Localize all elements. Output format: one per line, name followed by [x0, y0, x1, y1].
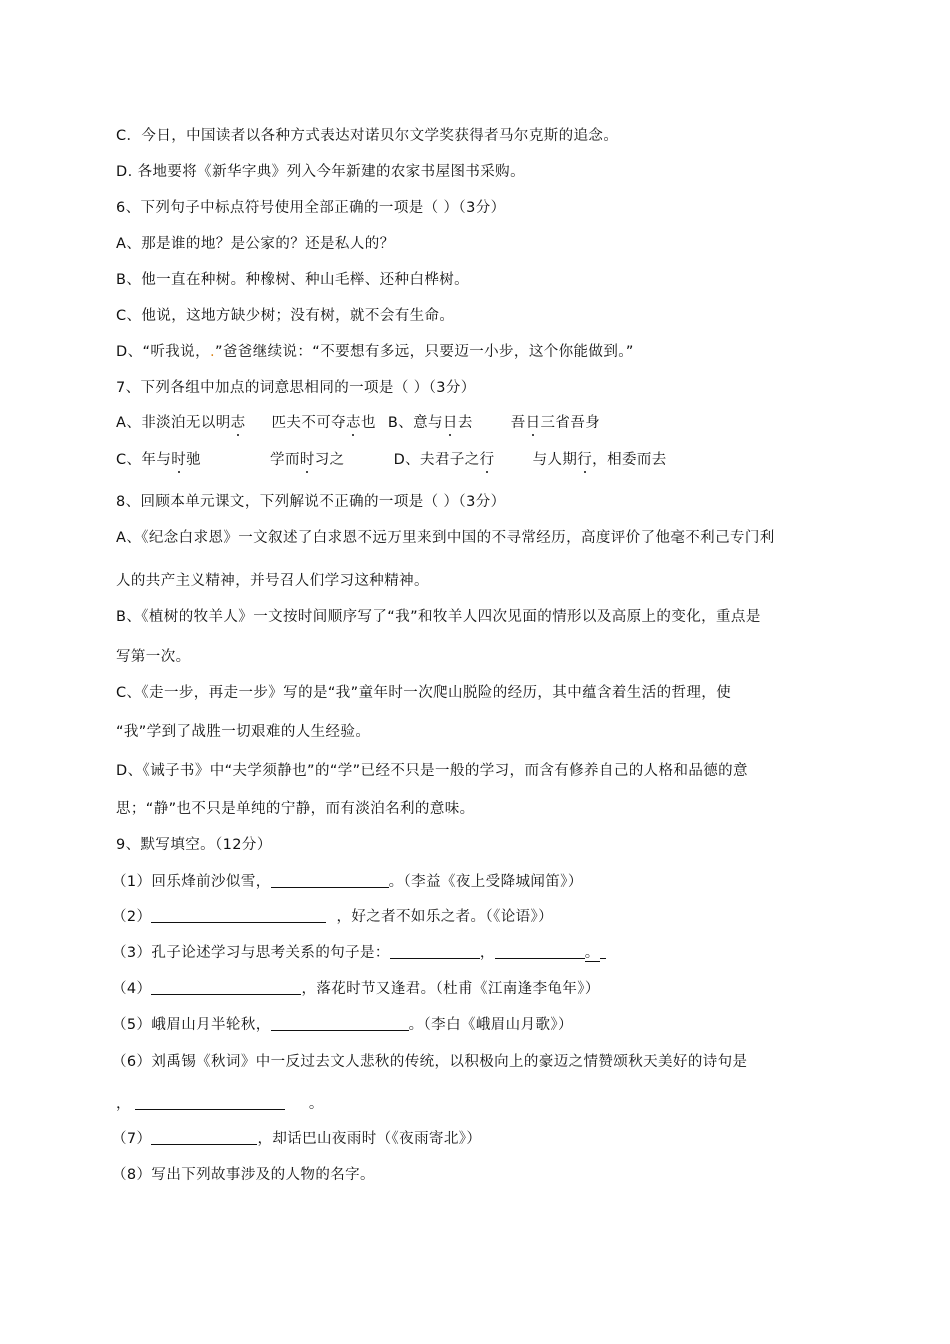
q8-option-b-line1: B、《植树的牧羊人》一文按时间顺序写了“我”和牧羊人四次见面的情形以及高原上的变化，重点是 — [116, 609, 761, 625]
q9-item-7 — [112, 1129, 481, 1149]
q7-a2-text: 匹夫不可夺 — [271, 415, 347, 431]
q7-b1-dotted: 日 — [442, 415, 458, 431]
q9-6-end: 。 — [308, 1096, 324, 1112]
q7-c2-text-end: 习之 — [314, 452, 345, 468]
q9-1-blank[interactable] — [271, 872, 389, 888]
q9-4-blank[interactable] — [151, 979, 301, 995]
q9-2-blank[interactable] — [151, 907, 326, 923]
q6-option-c: C、他说，这地方缺少树；没有树，就不会有生命。 — [116, 308, 455, 324]
q9-5-text: （5）峨眉山月半轮秋， — [112, 1017, 271, 1033]
q8-option-d-line2: 思；“静”也不只是单纯的宁静，而有淡泊名利的意味。 — [116, 801, 475, 817]
q9-1-source: 。（李益《夜上受降城闻笛》） — [388, 874, 583, 890]
q7-d2-text: 与人期 — [532, 452, 578, 468]
q9-2-source: ，好之者不如乐之者。（《论语》） — [336, 909, 554, 925]
q8-stem: 8、回顾本单元课文，下列解说不正确的一项是（ ）（3分） — [116, 494, 506, 510]
q8-option-b-line2: 写第一次。 — [116, 649, 191, 665]
q7-c2-dotted: 时 — [299, 452, 315, 468]
q7-stem: 7、下列各组中加点的词意思相同的一项是（ ）（3分） — [116, 380, 476, 396]
q9-3-comma: ， — [479, 945, 495, 961]
q5-option-d: D. 各地要将《新华字典》列入今年新建的农家书屋图书采购。 — [116, 164, 525, 180]
q7-d2 — [533, 452, 667, 468]
q9-item-1 — [112, 872, 583, 892]
q7-a1-text: A、非淡泊无以明 — [116, 415, 231, 431]
q7-d1-dotted: 行 — [479, 452, 495, 468]
q8-option-d-line1: D、《诫子书》中“夫学须静也”的“学”已经不只是一般的学习，而含有修养自己的人格和品德的意 — [116, 763, 748, 779]
q7-c1 — [116, 452, 201, 468]
q8-option-c-line2: “我”学到了战胜一切艰难的人生经验。 — [116, 724, 371, 740]
q9-item-3 — [112, 943, 606, 963]
q7-row-cd — [116, 450, 667, 470]
q9-7-text: （7） — [112, 1131, 152, 1147]
q7-b2 — [511, 415, 600, 431]
q9-2-text: （2） — [112, 909, 152, 925]
q7-c2 — [270, 452, 345, 468]
q9-item-8: （8）写出下列故事涉及的人物的名字。 — [112, 1167, 375, 1183]
q9-item-6-line2 — [116, 1094, 324, 1114]
q9-4-text: （4） — [112, 981, 152, 997]
q7-b1-text-end: 去 — [457, 415, 473, 431]
q9-item-2 — [112, 907, 553, 927]
q6-option-b: B、他一直在种树。种橡树、种山毛榉、还种白桦树。 — [116, 272, 470, 288]
q7-a1-dotted: 志 — [230, 415, 246, 431]
q9-3-blank-2[interactable] — [495, 943, 585, 959]
q8-option-c-line1: C、《走一步，再走一步》写的是“我”童年时一次爬山脱险的经历，其中蕴含着生活的哲理，使 — [116, 685, 732, 701]
q9-4-source: ，落花时节又逢君。（杜甫《江南逢李龟年》） — [301, 981, 600, 997]
q8-option-a-line1: A、《纪念白求恩》一文叙述了白求恩不远万里来到中国的不寻常经历，高度评价了他毫不利己专门利 — [116, 530, 775, 546]
q7-c1-text-end: 驰 — [186, 452, 202, 468]
q9-3-text: （3）孔子论述学习与思考关系的句子是： — [112, 945, 390, 961]
q7-a2 — [272, 415, 376, 431]
q6-d-mark: . — [209, 344, 215, 360]
q9-3-blank-1[interactable] — [390, 943, 480, 959]
q9-stem: 9、默写填空。（12分） — [116, 837, 272, 853]
q6-option-a: A、那是谁的地？是公家的？还是私人的？ — [116, 236, 395, 252]
q9-6-blank[interactable] — [135, 1094, 285, 1110]
q7-d2-text-end: ，相委而去 — [592, 452, 667, 468]
q6-d-pre: D、“听我说， — [116, 344, 210, 360]
q7-a2-text-end: 也 — [360, 415, 376, 431]
q5-option-c: C．今日，中国读者以各种方式表达对诺贝尔文学奖获得者马尔克斯的追念。 — [116, 128, 619, 144]
q9-item-5 — [112, 1015, 573, 1035]
q7-b2-text-end: 三省吾身 — [540, 415, 601, 431]
q7-d1-text: D、夫君子之 — [393, 452, 480, 468]
q7-c1-dotted: 时 — [171, 452, 187, 468]
q9-6-comma: ， — [116, 1096, 131, 1112]
q8-option-a-line2: 人的共产主义精神，并号召人们学习这种精神。 — [116, 573, 429, 589]
q9-3-end: 。 — [584, 945, 600, 961]
q6-option-d — [116, 342, 634, 362]
q7-c2-text: 学而 — [270, 452, 300, 468]
q9-item-4 — [112, 979, 600, 999]
q7-b1 — [388, 415, 473, 431]
q7-row-ab — [116, 413, 600, 433]
q7-a2-dotted: 志 — [346, 415, 361, 431]
q7-d2-dotted: 行 — [577, 452, 593, 468]
q9-5-blank[interactable] — [271, 1015, 409, 1031]
q9-item-6-line1: （6）刘禹锡《秋词》中一反过去文人悲秋的传统，以积极向上的豪迈之情赞颂秋天美好的诗句是 — [112, 1054, 748, 1070]
q9-5-source: 。（李白《峨眉山月歌》） — [408, 1017, 573, 1033]
q7-d1 — [394, 452, 495, 468]
q9-3-underline-tail — [600, 943, 606, 959]
q7-b2-dotted: 日 — [525, 415, 541, 431]
q7-b2-text: 吾 — [510, 415, 526, 431]
q9-7-source: ，却话巴山夜雨时（《夜雨寄北》） — [257, 1131, 482, 1147]
q9-7-blank[interactable] — [151, 1129, 257, 1145]
q7-a1 — [116, 415, 246, 431]
q7-b1-text: B、意与 — [387, 415, 443, 431]
q7-c1-text: C、年与 — [116, 452, 172, 468]
q6-d-post: ”爸爸继续说：“不要想有多远，只要迈一小步，这个你能做到。” — [215, 344, 634, 360]
q6-stem: 6、下列句子中标点符号使用全部正确的一项是（ ）（3分） — [116, 200, 506, 216]
q9-1-text: （1）回乐烽前沙似雪， — [112, 874, 271, 890]
